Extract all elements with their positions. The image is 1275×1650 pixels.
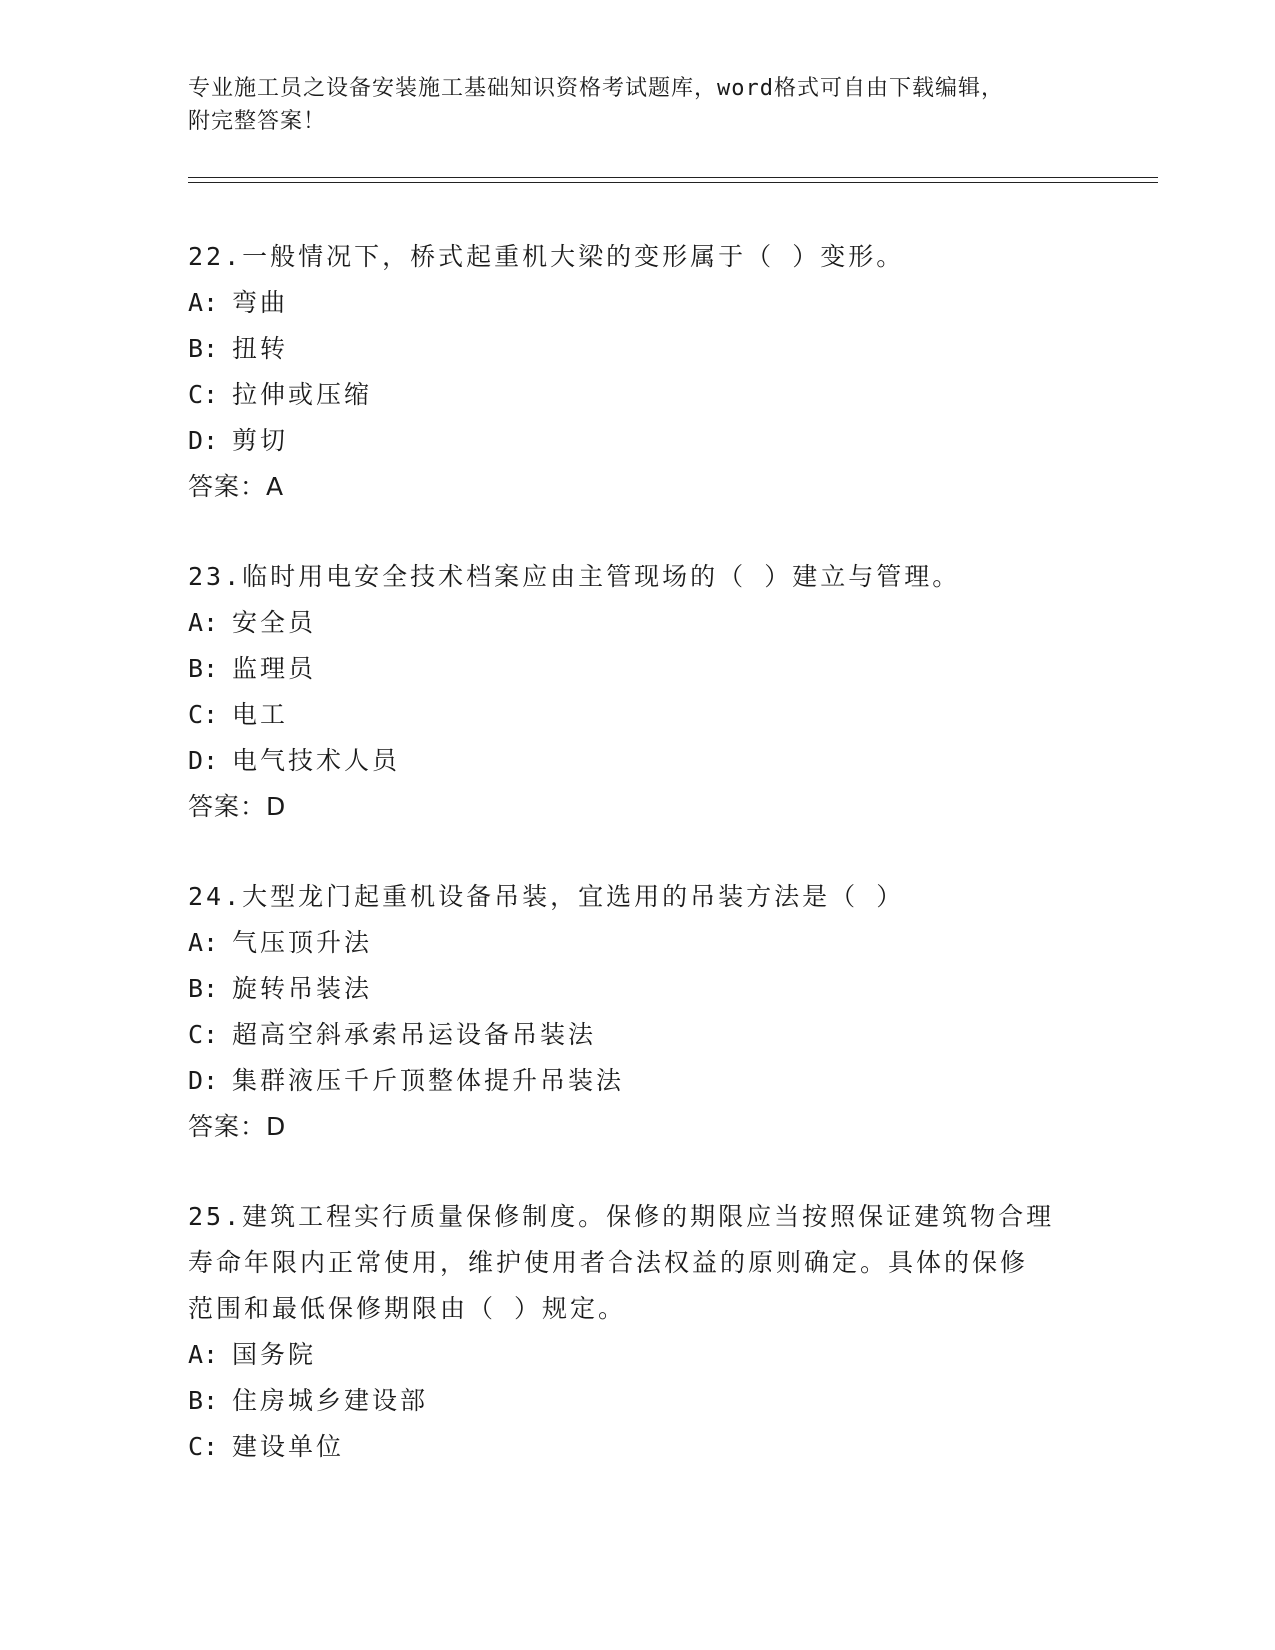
option-key: C: <box>188 700 219 729</box>
header-line-1: 专业施工员之设备安装施工基础知识资格考试题库，word格式可自由下载编辑， <box>188 76 1004 101</box>
question-text-line-3: 范围和最低保修期限由（ ）规定。 <box>188 1294 627 1323</box>
option-b <box>188 1378 1088 1424</box>
option-key: C: <box>188 1432 219 1461</box>
header-divider-bottom <box>188 182 1158 183</box>
option-text: 超高空斜承索吊运设备吊装法 <box>232 1020 597 1049</box>
option-text: 电气技术人员 <box>232 746 401 775</box>
option-c <box>188 1012 1088 1058</box>
document-header <box>188 72 1088 138</box>
option-key: D: <box>188 426 219 455</box>
option-key: D: <box>188 1066 219 1095</box>
option-text: 电工 <box>232 700 289 729</box>
option-b <box>188 326 1088 372</box>
question-text: 23.临时用电安全技术档案应由主管现场的（ ）建立与管理。 <box>188 562 961 591</box>
option-text: 集群液压千斤顶整体提升吊装法 <box>232 1066 625 1095</box>
option-c <box>188 372 1088 418</box>
question-text-line-2: 寿命年限内正常使用，维护使用者合法权益的原则确定。具体的保修 <box>188 1248 1029 1277</box>
option-d <box>188 1058 1088 1104</box>
option-key: C: <box>188 380 219 409</box>
option-d <box>188 738 1088 784</box>
option-text: 旋转吊装法 <box>232 974 373 1003</box>
option-key: A: <box>188 928 219 957</box>
option-key: A: <box>188 608 219 637</box>
option-c <box>188 1424 1088 1470</box>
header-line-2: 附完整答案！ <box>188 109 327 134</box>
answer-line: 答案：D <box>188 792 287 821</box>
option-text: 安全员 <box>232 608 317 637</box>
question-text: 24.大型龙门起重机设备吊装，宜选用的吊装方法是（ ） <box>188 882 905 911</box>
option-text: 剪切 <box>232 426 289 455</box>
question-23 <box>188 554 1088 830</box>
option-key: C: <box>188 1020 219 1049</box>
option-text: 住房城乡建设部 <box>232 1386 429 1415</box>
question-text-line-1: 25.建筑工程实行质量保修制度。保修的期限应当按照保证建筑物合理 <box>188 1202 1055 1231</box>
option-key: B: <box>188 654 219 683</box>
option-a <box>188 920 1088 966</box>
option-text: 气压顶升法 <box>232 928 373 957</box>
option-key: B: <box>188 1386 219 1415</box>
option-text: 弯曲 <box>232 288 289 317</box>
option-a <box>188 280 1088 326</box>
option-key: D: <box>188 746 219 775</box>
option-key: B: <box>188 974 219 1003</box>
option-key: A: <box>188 1340 219 1369</box>
option-text: 扭转 <box>232 334 289 363</box>
option-d <box>188 418 1088 464</box>
option-text: 拉伸或压缩 <box>232 380 373 409</box>
option-key: B: <box>188 334 219 363</box>
option-a <box>188 1332 1088 1378</box>
option-text: 监理员 <box>232 654 317 683</box>
option-b <box>188 646 1088 692</box>
answer-line: 答案：D <box>188 1112 287 1141</box>
option-text: 建设单位 <box>232 1432 345 1461</box>
option-a <box>188 600 1088 646</box>
question-24 <box>188 874 1088 1150</box>
question-22 <box>188 234 1088 510</box>
option-key: A: <box>188 288 219 317</box>
option-b <box>188 966 1088 1012</box>
option-c <box>188 692 1088 738</box>
option-text: 国务院 <box>232 1340 317 1369</box>
question-25 <box>188 1194 1088 1470</box>
question-text: 22.一般情况下，桥式起重机大梁的变形属于（ ）变形。 <box>188 242 905 271</box>
answer-line: 答案：A <box>188 472 285 501</box>
header-divider-top <box>188 177 1158 178</box>
